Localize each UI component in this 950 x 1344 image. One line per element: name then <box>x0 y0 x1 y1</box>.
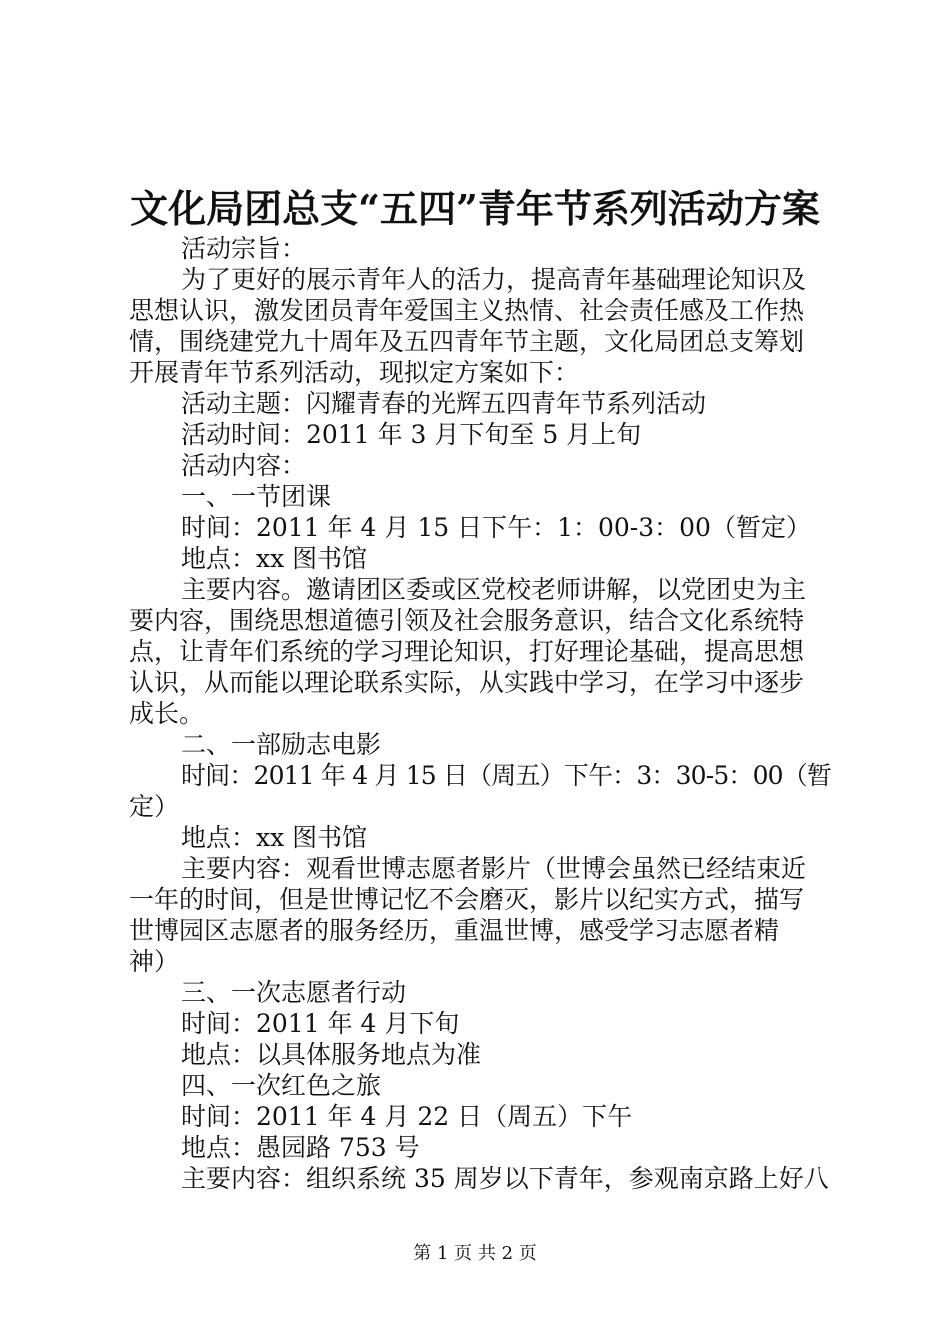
text-line: 二、一部励志电影 <box>181 730 382 759</box>
text-line: 三、一次志愿者行动 <box>181 978 407 1007</box>
text-line: 主要内容：观看世博志愿者影片（世博会虽然已经结束近 <box>181 854 807 883</box>
text-line: 活动宗旨： <box>181 234 307 263</box>
text-line: 主要内容：组织系统 35 周岁以下青年，参观南京路上好八 <box>181 1164 829 1193</box>
text-line: 情，围绕建党九十周年及五四青年节主题，文化局团总支筹划 <box>129 327 805 356</box>
document-body <box>129 233 831 1194</box>
document-title: 文化局团总支“五四”青年节系列活动方案 <box>130 186 820 231</box>
text-line: 为了更好的展示青年人的活力，提高青年基础理论知识及 <box>181 265 807 294</box>
text-line: 时间：2011 年 4 月下旬 <box>181 1009 460 1038</box>
text-line: 要内容，围绕思想道德引领及社会服务意识，结合文化系统特 <box>129 606 805 635</box>
text-line: 地点：愚园路 753 号 <box>181 1133 420 1162</box>
text-line: 点，让青年们系统的学习理论知识，打好理论基础，提高思想 <box>129 637 805 666</box>
text-line: 神） <box>129 947 180 976</box>
text-line: 时间：2011 年 4 月 15 日（周五）下午：3：30-5：00（暂 <box>181 761 832 790</box>
page-footer: 第 1 页 共 2 页 <box>413 1243 537 1264</box>
text-line: 地点：xx 图书馆 <box>181 823 368 852</box>
text-line: 定） <box>129 792 180 821</box>
text-line: 四、一次红色之旅 <box>181 1071 382 1100</box>
text-line: 活动主题：闪耀青春的光辉五四青年节系列活动 <box>181 389 707 418</box>
text-line: 成长。 <box>129 699 205 728</box>
text-line: 世博园区志愿者的服务经历，重温世博，感受学习志愿者精 <box>129 916 780 945</box>
text-line: 思想认识，激发团员青年爱国主义热情、社会责任感及工作热 <box>129 296 805 325</box>
text-line: 开展青年节系列活动，现拟定方案如下： <box>129 358 580 387</box>
text-line: 活动内容： <box>181 451 307 480</box>
text-line: 地点：以具体服务地点为准 <box>181 1040 482 1069</box>
text-line: 时间：2011 年 4 月 22 日（周五）下午 <box>181 1102 633 1131</box>
text-line: 地点：xx 图书馆 <box>181 544 368 573</box>
text-line: 一年的时间，但是世博记忆不会磨灭，影片以纪实方式，描写 <box>129 885 805 914</box>
text-line: 一、一节团课 <box>181 482 332 511</box>
text-line: 活动时间：2011 年 3 月下旬至 5 月上旬 <box>181 420 642 449</box>
text-line: 认识，从而能以理论联系实际，从实践中学习，在学习中逐步 <box>129 668 805 697</box>
text-line: 时间：2011 年 4 月 15 日下午：1：00-3：00（暂定） <box>181 513 811 542</box>
text-line: 主要内容。邀请团区委或区党校老师讲解，以党团史为主 <box>181 575 807 604</box>
